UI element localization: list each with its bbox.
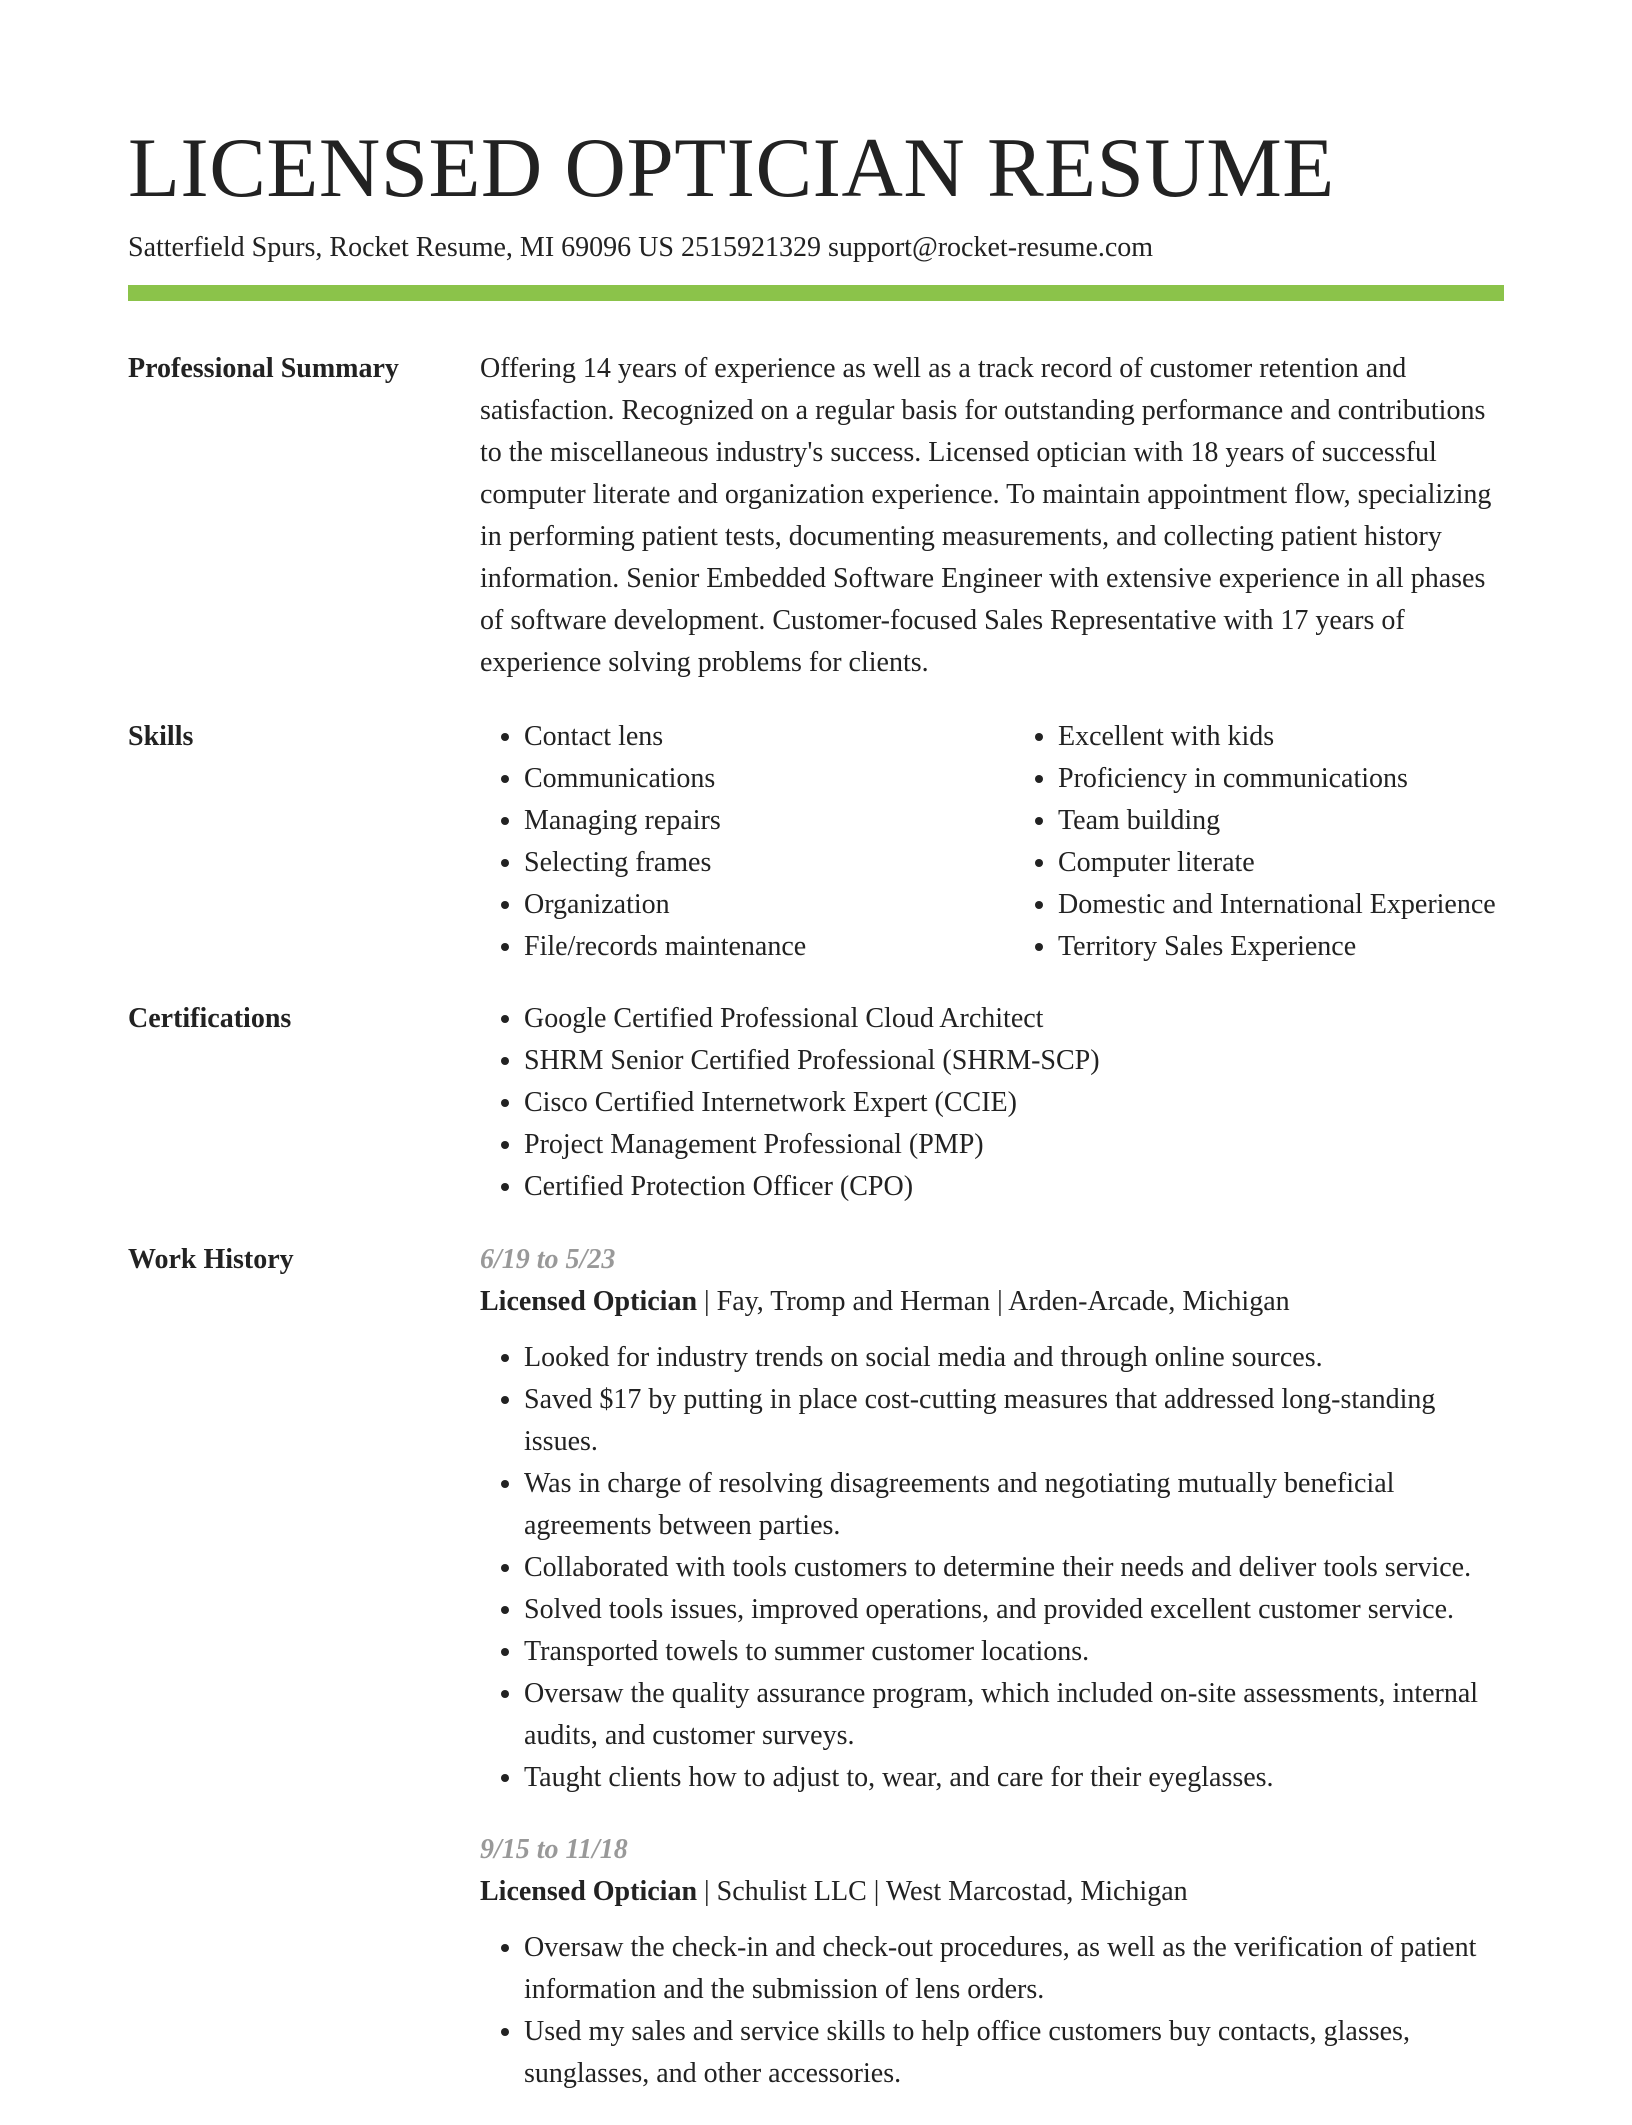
- summary-text: Offering 14 years of experience as well as a track record of customer retention and satisfaction. Recognized on a regular basis for outstanding performance and contributions to the miscellaneous industry's success. Licensed optician with 18 years of successful computer literate and organization experience. To maintain appointment flow, specializing in performing patient tests, documenting measurements, and collecting patient history information. Senior Embedded Software Engineer with extensive experience in all phases of software development. Customer-focused Sales Representative with 17 years of experience solving problems for clients.: [480, 353, 1492, 678]
- certifications-body: [480, 998, 1504, 1208]
- job-entry: [480, 1239, 1504, 1799]
- job-duty: • Was in charge of resolving disagreements and negotiating mutually beneficial agreements between parties.: [524, 1463, 1504, 1547]
- summary-body: [480, 348, 1504, 684]
- job-duty: • Looked for industry trends on social media and through online sources.: [524, 1337, 1504, 1379]
- job-separator: |: [866, 1876, 886, 1907]
- job-duty: • Transported towels to summer customer locations.: [524, 1631, 1504, 1673]
- job-dates: 9/15 to 11/18: [480, 1834, 628, 1865]
- skill-item: • Contact lens: [524, 716, 970, 758]
- skill-item: • Managing repairs: [524, 800, 970, 842]
- job-duty: • Solved tools issues, improved operations, and provided excellent customer service.: [524, 1589, 1504, 1631]
- job-duty: • Collaborated with tools customers to determine their needs and deliver tools service.: [524, 1547, 1504, 1589]
- job-separator: |: [697, 1286, 717, 1317]
- skill-item: • File/records maintenance: [524, 926, 970, 968]
- skill-item: • Proficiency in communications: [1058, 758, 1504, 800]
- certification-item: • Project Management Professional (PMP): [524, 1124, 1504, 1166]
- skill-item: • Domestic and International Experience: [1058, 884, 1504, 926]
- job-separator: |: [697, 1876, 717, 1907]
- job-company: Fay, Tromp and Herman: [716, 1286, 991, 1317]
- skills-list-col2: [1014, 716, 1504, 968]
- skill-item: • Territory Sales Experience: [1058, 926, 1504, 968]
- certification-item: • Cisco Certified Internetwork Expert (CCIE): [524, 1082, 1504, 1124]
- accent-divider: [128, 285, 1504, 301]
- work-history-body: [480, 1239, 1504, 2125]
- job-location: Arden-Arcade, Michigan: [1008, 1286, 1290, 1317]
- job-duty: • Used my sales and service skills to help office customers buy contacts, glasses, sunglasses, and other accessories.: [524, 2011, 1504, 2095]
- job-company: Schulist LLC: [716, 1876, 867, 1907]
- certifications-list: [480, 998, 1504, 1208]
- certifications-label: Certifications: [128, 1003, 292, 1034]
- skill-item: • Team building: [1058, 800, 1504, 842]
- skills-body: [480, 716, 1504, 968]
- job-separator: |: [990, 1286, 1009, 1317]
- skill-item: • Communications: [524, 758, 970, 800]
- work-history-label: Work History: [128, 1244, 294, 1275]
- job-heading: [480, 1281, 1504, 1323]
- job-heading: [480, 1871, 1504, 1913]
- job-duties: [480, 1337, 1504, 1799]
- job-entry: [480, 1829, 1504, 2095]
- resume-title: LICENSED OPTICIAN RESUME: [128, 121, 1335, 215]
- skill-item: • Excellent with kids: [1058, 716, 1504, 758]
- job-duty: • Oversaw the quality assurance program, which included on-site assessments, internal audits, and customer surveys.: [524, 1673, 1504, 1757]
- certification-item: • SHRM Senior Certified Professional (SHRM-SCP): [524, 1040, 1504, 1082]
- job-title: Licensed Optician: [480, 1876, 698, 1907]
- certification-item: • Google Certified Professional Cloud Architect: [524, 998, 1504, 1040]
- skill-item: • Selecting frames: [524, 842, 970, 884]
- skill-item: • Computer literate: [1058, 842, 1504, 884]
- summary-label: Professional Summary: [128, 353, 399, 384]
- skills-label: Skills: [128, 721, 194, 752]
- skills-list-col1: [480, 716, 970, 968]
- job-duty: • Taught clients how to adjust to, wear, and care for their eyeglasses.: [524, 1757, 1504, 1799]
- job-dates: 6/19 to 5/23: [480, 1244, 616, 1275]
- skill-item: • Organization: [524, 884, 970, 926]
- job-location: West Marcostad, Michigan: [885, 1876, 1188, 1907]
- certification-item: • Certified Protection Officer (CPO): [524, 1166, 1504, 1208]
- contact-line: Satterfield Spurs, Rocket Resume, MI 69096 US 2515921329 support@rocket-resume.com: [128, 232, 1154, 263]
- job-duties: [480, 1927, 1504, 2095]
- job-title: Licensed Optician: [480, 1286, 698, 1317]
- job-duty: • Oversaw the check-in and check-out procedures, as well as the verification of patient information and the submission of lens orders.: [524, 1927, 1504, 2011]
- job-duty: • Saved $17 by putting in place cost-cutting measures that addressed long-standing issues.: [524, 1379, 1504, 1463]
